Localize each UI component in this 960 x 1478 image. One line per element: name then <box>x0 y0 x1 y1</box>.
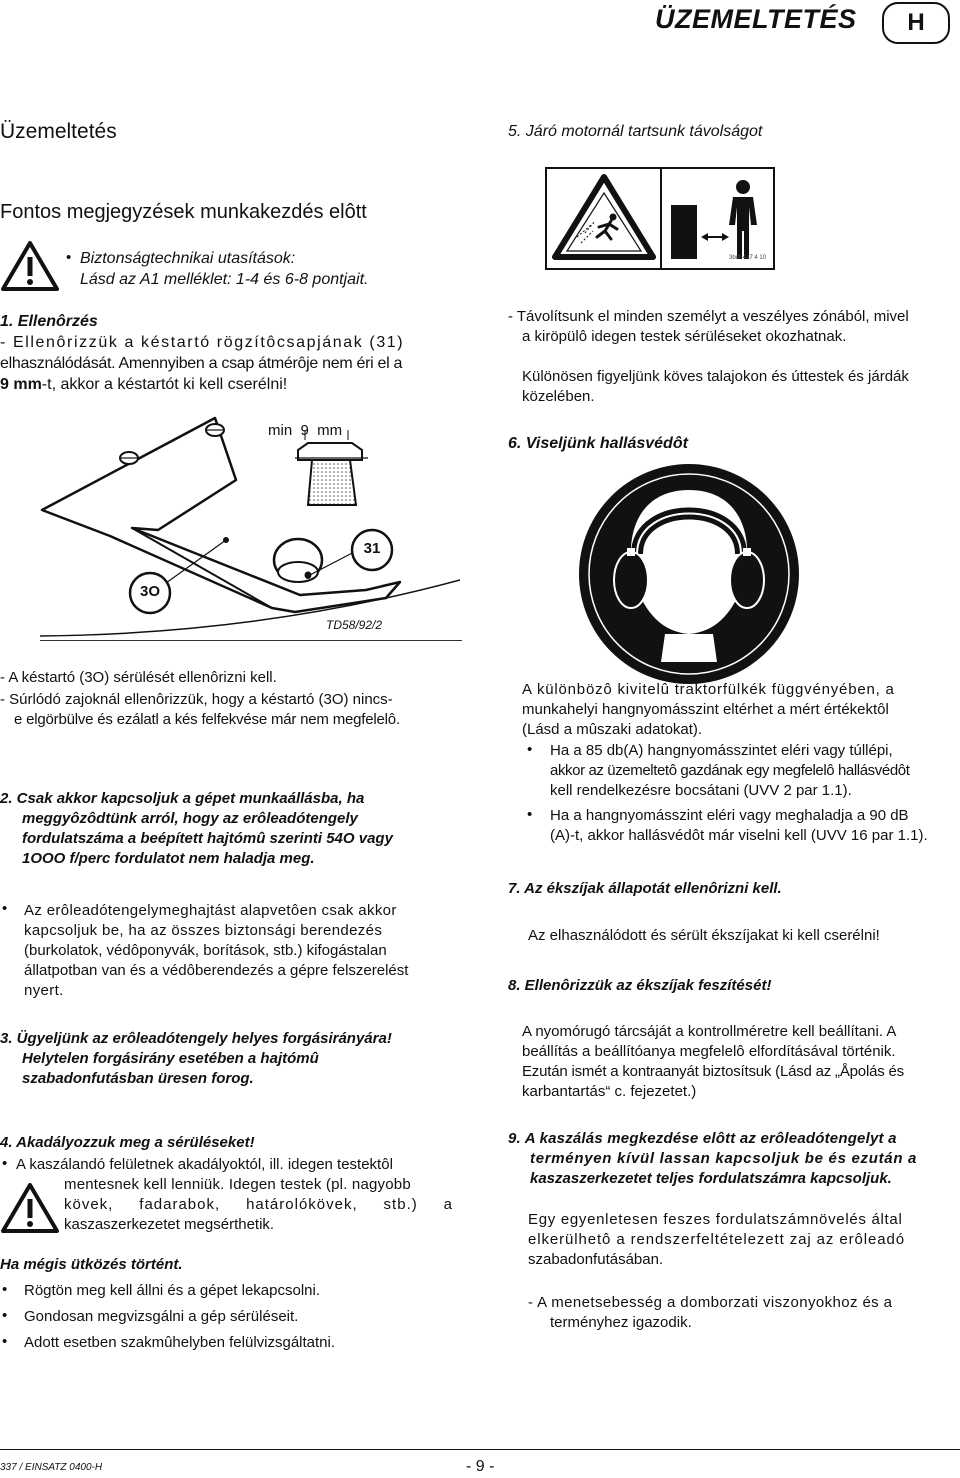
pto-line: (burkolatok, védôponyvák, borítások, stb.) kifogástalan <box>24 942 387 959</box>
s1-line: - Ellenôrizzük a késtartó rögzítôcsapjának (31) <box>0 334 405 351</box>
s9-line: 9. A kaszálás megkezdése elôtt az erôleadótengelyt a <box>508 1130 897 1147</box>
s9-line: Egy egyenletesen feszes fordulatszámnövelés által <box>528 1211 903 1228</box>
s9-line: szabadonfutásában. <box>528 1251 664 1268</box>
bullet-icon: • <box>527 741 533 758</box>
s7-title: 7. Az ékszíjak állapotát ellenôrizni kell. <box>508 880 782 897</box>
s7-text: Az elhasználódott és sérült ékszíjakat ki kell cserélni! <box>528 927 880 944</box>
s4-line: mentesnek kell lenniük. Idegen testek (pl. nagyobb <box>64 1176 411 1193</box>
section-title: Üzemeltetés <box>0 120 117 143</box>
keep-distance-icon <box>663 175 769 261</box>
s1-rest: -t, akkor a késtartót ki kell cserélni! <box>41 376 288 393</box>
figure-code: TD58/92/2 <box>326 618 383 632</box>
bullet-icon: • <box>2 1307 8 1324</box>
footer-code: 337 / EINSATZ 0400-H <box>0 1462 103 1473</box>
callout-30: 3O <box>140 583 161 600</box>
danger-zone-icon <box>551 173 657 261</box>
bullet-icon: • <box>527 806 533 823</box>
s9-line: terményhez igazodik. <box>550 1314 692 1331</box>
s9-line: kaszaszerkezetet teljes fordulatszámra kapcsoljuk. <box>530 1170 892 1187</box>
s2-line: 1OOO f/perc fordulatot nem haladja meg. <box>22 850 315 867</box>
s6-title: 6. Viseljünk hallásvédôt <box>508 435 688 452</box>
s6-line: A különbözô kivitelû traktorfülkék függvényében, a <box>522 681 895 698</box>
check-line: - A késtartó (3O) sérülését ellenôrizni kell. <box>0 669 277 686</box>
s9-line: terményen kívül lassan kapcsoljuk be és ezután a <box>530 1150 918 1167</box>
bullet-icon: • <box>66 249 72 266</box>
s5-text <box>508 307 960 347</box>
s6-line: (Lásd a mûszaki adatokat). <box>522 721 703 738</box>
s5-line: Különösen figyeljünk köves talajokon és úttestek és járdák <box>522 368 909 385</box>
s5-line: közelében. <box>522 388 595 405</box>
pto-line: Az erôleadótengelymeghajtást alapvetôen csak akkor <box>24 902 397 919</box>
s3-block <box>0 1029 392 1089</box>
s5-text2 <box>522 367 960 407</box>
s1-title: 1. Ellenôrzés <box>0 313 98 330</box>
warning-triangle-icon <box>1 1182 59 1234</box>
section-subtitle: Fontos megjegyzések munkakezdés elôtt <box>0 201 367 223</box>
footer-rule <box>0 1449 960 1450</box>
s9-title <box>508 1129 960 1189</box>
s5-title: 5. Járó motornál tartsunk távolságot <box>508 123 763 140</box>
s4-line: A kaszálandó felületnek akadályoktól, ill. idegen testektôl <box>16 1156 393 1173</box>
figure-rule <box>40 640 462 641</box>
s2-line: meggyôzôdtünk arról, hogy az erôleadótengely <box>22 810 358 827</box>
s9-text <box>528 1210 960 1270</box>
s6-line: akkor az üzemeltetô gazdának egy megfelelô hallásvédôt <box>550 762 910 779</box>
s8-title: 8. Ellenôrizzük az ékszíjak feszítését! <box>508 977 772 994</box>
pto-text <box>24 901 454 1001</box>
ear-protection-icon <box>575 462 803 687</box>
warning-triangle-icon <box>1 240 59 292</box>
s8-text <box>522 1022 960 1102</box>
knife-holder-figure <box>40 410 460 645</box>
header-title: ÜZEMELTETÉS <box>655 4 857 34</box>
s4-title: 4. Akadályozzuk meg a sérüléseket! <box>0 1134 255 1151</box>
s8-line: beállítás a beállítóanya megfelelô elfordításával történik. <box>522 1043 896 1060</box>
s3-line: Helytelen forgásirány esetében a hajtómû <box>22 1050 319 1067</box>
pto-line: állatpotban van és a védôberendezés a gépre felszerelést <box>24 962 409 979</box>
safety-note: Biztonságtechnikai utasítások: <box>80 250 296 267</box>
s2-line: 2. Csak akkor kapcsoljuk a gépet munkaállásba, ha <box>0 790 365 807</box>
bullet-icon: • <box>2 1333 8 1350</box>
s3-line: szabadonfutásban üresen forog. <box>22 1070 254 1087</box>
bullet-icon: • <box>2 900 8 917</box>
s5-line: - Távolítsunk el minden személyt a veszélyes zónából, mivel <box>508 308 909 325</box>
figure-min-label: min 9 mm <box>268 422 343 439</box>
s6-bullet <box>550 806 960 846</box>
sign-code: 3bdt-447 4 10 <box>729 255 767 261</box>
s9-line: - A menetsebesség a domborzati viszonyokhoz és a <box>528 1294 893 1311</box>
pto-line: kapcsoljuk be, ha az összes biztonsági berendezés <box>24 922 383 939</box>
s9-dash <box>528 1293 960 1333</box>
s6-line: kell rendelkezésre bocsátani (UVV 2 par 1.1). <box>550 782 852 799</box>
bullet-icon: • <box>2 1155 8 1172</box>
s1-line: elhasználódását. Amennyiben a csap átmérôje nem éri el a <box>0 355 403 372</box>
safety-note: Lásd az A1 melléklet: 1-4 és 6-8 pontjait. <box>80 271 369 288</box>
s6-bullet <box>550 741 960 801</box>
pto-line: nyert. <box>24 982 64 999</box>
check-line: - Súrlódó zajoknál ellenôrizzük, hogy a késtartó (3O) nincs- <box>0 691 393 708</box>
s6-line: munkahelyi hangnyomásszint eltérhet a mért értékektôl <box>522 701 889 718</box>
s4-line: kaszaszerkezetet megsérthetik. <box>64 1216 275 1233</box>
collision-title: Ha mégis ütközés történt. <box>0 1256 183 1273</box>
s6-paragraph <box>522 680 960 740</box>
safety-sign <box>545 167 775 270</box>
collision-item: Rögtön meg kell állni és a gépet lekapcsolni. <box>24 1282 321 1299</box>
s1-bold: 9 mm <box>0 376 42 393</box>
s6-line: Ha a 85 db(A) hangnyomásszintet eléri vagy túllépi, <box>550 742 893 759</box>
s4-line: kövek, fadarabok, határolókövek, stb.) a <box>64 1196 453 1213</box>
s1-line <box>0 374 452 395</box>
collision-item: Gondosan megvizsgálni a gép sérüléseit. <box>24 1308 299 1325</box>
sign-divider <box>660 169 662 268</box>
s8-line: A nyomórugó tárcsáját a kontrollméretre kell beállítani. A <box>522 1023 897 1040</box>
callout-31: 31 <box>363 540 381 557</box>
s6-line: Ha a hangnyomásszint eléri vagy meghaladja a 90 dB <box>550 807 909 824</box>
s6-line: (A)-t, akkor hallásvédôt már viselni kell (UVV 16 par 1.1). <box>550 827 928 844</box>
collision-item: Adott esetben szakmûhelyben felülvizsgáltatni. <box>24 1334 336 1351</box>
language-badge: H <box>882 2 950 44</box>
s3-line: 3. Ügyeljünk az erôleadótengely helyes forgásirányára! <box>0 1030 392 1047</box>
s9-line: elkerülhetô a rendszerfeltételezett zaj az erôleadó <box>528 1231 905 1248</box>
bullet-icon: • <box>2 1281 8 1298</box>
s1-text <box>0 332 452 395</box>
check-line: e elgörbülve és ezálatl a kés felfekvése már nem megfelelô. <box>14 711 400 728</box>
s5-line: a kiröpülô idegen testek sérüléseket okozhatnak. <box>522 328 847 345</box>
s8-line: Ezután ismét a kontraanyát biztosítsuk (Lásd az „Åpolás és <box>522 1063 904 1080</box>
page-number: - 9 - <box>466 1458 495 1475</box>
s8-line: karbantartás“ c. fejezetet.) <box>522 1083 697 1100</box>
s2-block <box>0 789 452 869</box>
s2-line: fordulatszáma a beépített hajtómû szerinti 54O vagy <box>22 830 393 847</box>
